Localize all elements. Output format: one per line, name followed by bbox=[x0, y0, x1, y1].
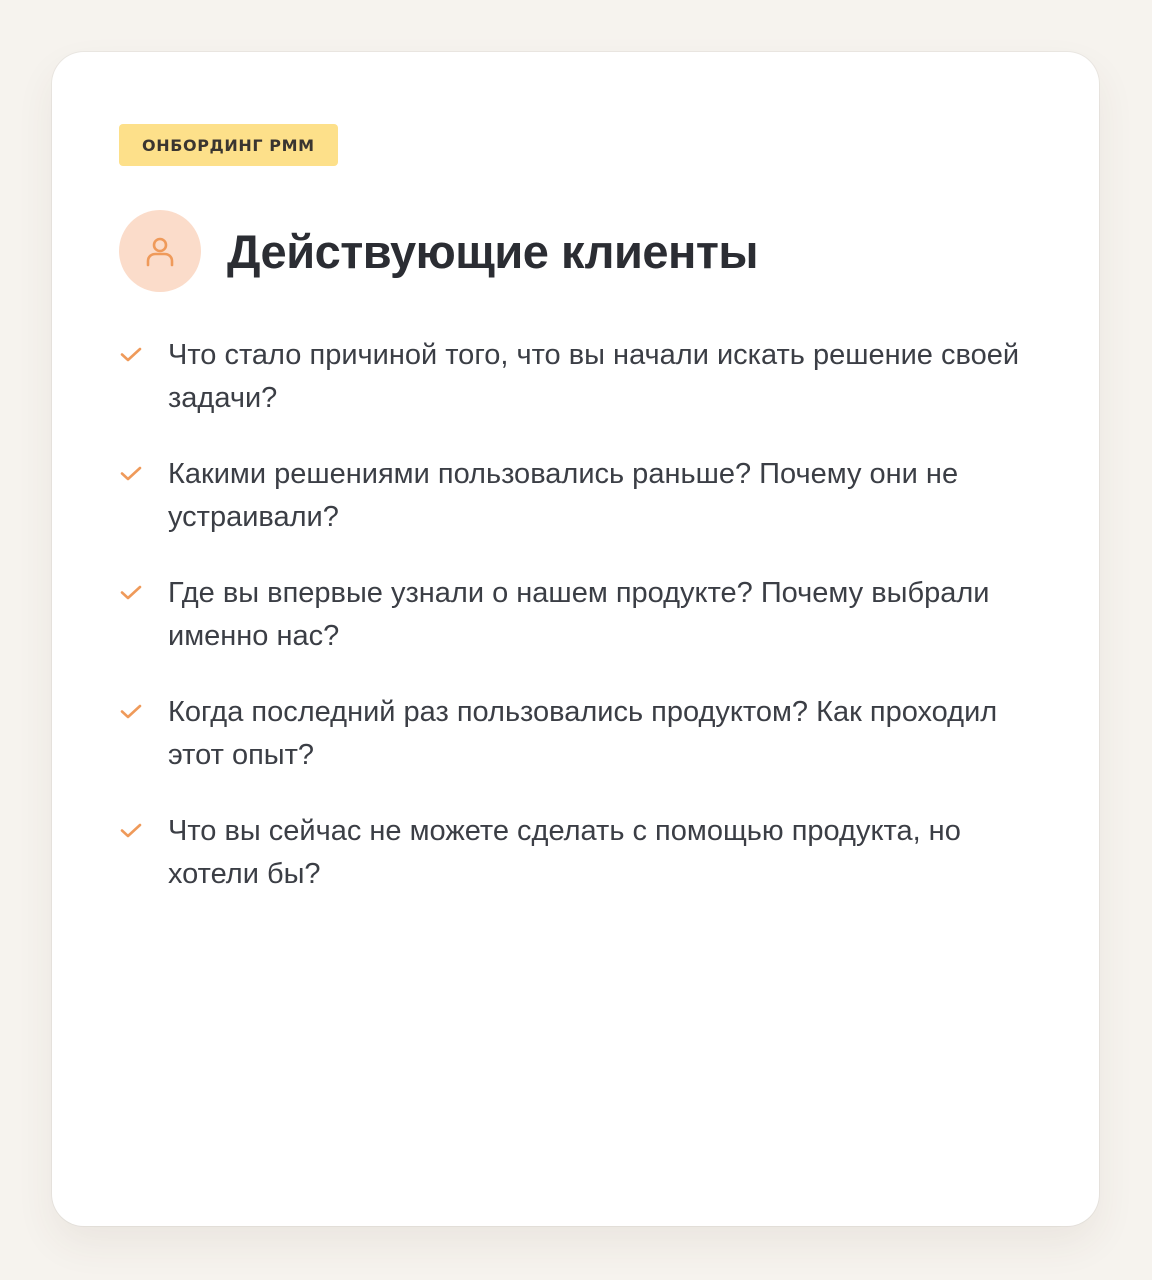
list-item bbox=[119, 691, 1039, 777]
question-text: Какими решениями пользовались раньше? Почему они не устраивали? bbox=[168, 458, 959, 533]
section-title: Действующие клиенты bbox=[227, 224, 759, 278]
section-header bbox=[119, 210, 758, 292]
category-badge: ОНБОРДИНГ РММ bbox=[119, 124, 338, 166]
question-text: Когда последний раз пользовались продуктом? Как проходил этот опыт? bbox=[168, 696, 998, 771]
content-card bbox=[52, 52, 1099, 1226]
question-text: Что вы сейчас не можете сделать с помощью продукта, но хотели бы? bbox=[168, 815, 961, 890]
check-icon bbox=[119, 581, 143, 605]
check-icon bbox=[119, 819, 143, 843]
list-item bbox=[119, 453, 1039, 539]
check-icon bbox=[119, 343, 143, 367]
check-icon bbox=[119, 462, 143, 486]
list-item bbox=[119, 334, 1039, 420]
list-item bbox=[119, 810, 1039, 896]
user-icon bbox=[143, 234, 177, 268]
question-list bbox=[119, 334, 1039, 929]
question-text: Что стало причиной того, что вы начали искать решение своей задачи? bbox=[168, 339, 1020, 414]
user-avatar bbox=[119, 210, 201, 292]
list-item bbox=[119, 572, 1039, 658]
check-icon bbox=[119, 700, 143, 724]
question-text: Где вы впервые узнали о нашем продукте? Почему выбрали именно нас? bbox=[168, 577, 990, 652]
